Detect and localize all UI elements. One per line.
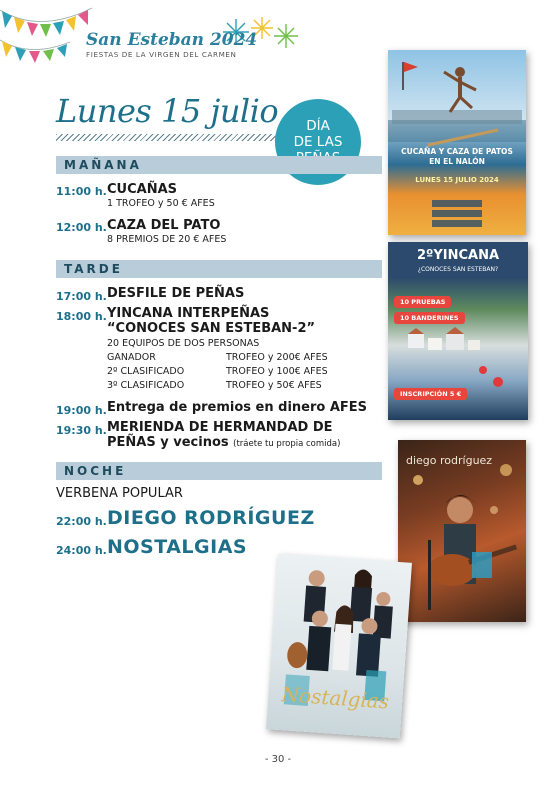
event-time: 18:00 h. bbox=[56, 310, 107, 323]
poster-cucana bbox=[388, 50, 526, 235]
section-header-morning: MAÑANA bbox=[56, 156, 382, 174]
event-time: 19:00 h. bbox=[56, 404, 107, 417]
event-title: CUCAÑAS bbox=[107, 182, 178, 197]
event-note: (tráete tu propia comida) bbox=[233, 439, 341, 449]
day-title: Lunes 15 julio bbox=[56, 92, 279, 130]
poster-cucana-art bbox=[388, 50, 526, 235]
poster-nostalgias-name: Nostalgias bbox=[280, 682, 390, 714]
festival-title: San Esteban 2024 bbox=[86, 30, 258, 50]
night-headline: VERBENA POPULAR bbox=[56, 486, 183, 501]
bunting-decoration bbox=[0, 0, 100, 80]
poster-cucana-line-2: EN EL NALÓN bbox=[429, 157, 485, 166]
event-detail: 1 TROFEO y 50 € AFES bbox=[107, 198, 215, 209]
event-detail: 8 PREMIOS DE 20 € AFES bbox=[107, 234, 227, 245]
title-underline bbox=[56, 134, 289, 141]
event-detail: 20 EQUIPOS DE DOS PERSONAS bbox=[107, 338, 260, 349]
poster-cucana-date: LUNES 15 JULIO 2024 bbox=[415, 176, 499, 184]
event-title: CAZA DEL PATO bbox=[107, 218, 221, 233]
badge-line-1: DÍA bbox=[306, 118, 330, 134]
prize-amount: TROFEO y 100€ AFES bbox=[226, 366, 328, 377]
event-title-line-2 bbox=[107, 435, 340, 450]
poster-yincana-title: 2ºYINCANA bbox=[416, 248, 500, 263]
event-title: YINCANA INTERPEÑAS bbox=[107, 306, 270, 321]
event-title: MERIENDA DE HERMANDAD DE bbox=[107, 420, 333, 435]
poster-diego-rodriguez bbox=[398, 440, 526, 622]
event-time: 19:30 h. bbox=[56, 424, 107, 437]
event-time: 24:00 h. bbox=[56, 544, 107, 557]
poster-cucana-text bbox=[388, 147, 526, 185]
poster-diego-name: diego rodríguez bbox=[406, 454, 493, 467]
poster-yincana-subtitle: ¿CONOCES SAN ESTEBAN? bbox=[417, 266, 499, 273]
poster-diego-art bbox=[398, 440, 526, 622]
poster-yincana-tag: INSCRIPCIÓN 5 € bbox=[394, 388, 467, 400]
event-title-part: PEÑAS y vecinos bbox=[107, 435, 229, 450]
poster-yincana bbox=[388, 242, 528, 420]
poster-yincana-tag: 10 BANDERINES bbox=[394, 312, 465, 324]
event-title-line-2: “CONOCES SAN ESTEBAN-2” bbox=[107, 321, 316, 336]
badge-line-2: DE LAS bbox=[293, 134, 343, 150]
performer-diego-rodriguez: DIEGO RODRÍGUEZ bbox=[107, 507, 315, 529]
poster-yincana-tag: 10 PRUEBAS bbox=[394, 296, 451, 308]
event-time: 17:00 h. bbox=[56, 290, 107, 303]
poster-cucana-line-1: CUCAÑA Y CAZA DE PATOS bbox=[401, 147, 513, 156]
poster-nostalgias bbox=[266, 554, 412, 739]
page-number: - 30 - bbox=[264, 754, 292, 765]
prize-place: GANADOR bbox=[107, 352, 156, 363]
performer-nostalgias: NOSTALGIAS bbox=[107, 536, 248, 558]
event-time: 12:00 h. bbox=[56, 221, 107, 234]
event-title: DESFILE DE PEÑAS bbox=[107, 286, 245, 301]
prize-place: 2º CLASIFICADO bbox=[107, 366, 185, 377]
event-time: 11:00 h. bbox=[56, 185, 107, 198]
prize-place: 3º CLASIFICADO bbox=[107, 380, 185, 391]
festival-subtitle: FIESTAS DE LA VIRGEN DEL CARMEN bbox=[86, 50, 237, 59]
prize-amount: TROFEO y 200€ AFES bbox=[226, 352, 328, 363]
section-header-afternoon: TARDE bbox=[56, 260, 382, 278]
prize-amount: TROFEO y 50€ AFES bbox=[226, 380, 322, 391]
section-header-night: NOCHE bbox=[56, 462, 382, 480]
event-time: 22:00 h. bbox=[56, 515, 107, 528]
event-title: Entrega de premios en dinero AFES bbox=[107, 400, 368, 415]
